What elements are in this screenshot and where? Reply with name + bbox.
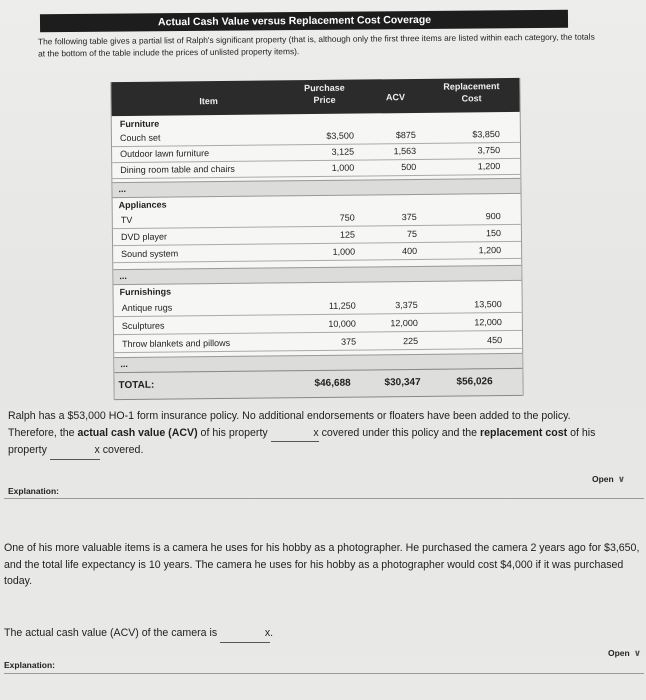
q1-text-3: covered under this policy and the <box>318 426 480 439</box>
question-2-prompt <box>4 625 604 643</box>
cell-acv: 1,563 <box>393 145 417 157</box>
table-row <box>114 333 522 353</box>
cell-acv: 500 <box>401 161 417 173</box>
cell-purchase: 375 <box>340 336 357 347</box>
ellipsis-row: ... <box>112 178 520 198</box>
cell-replacement: 12,000 <box>474 317 502 328</box>
cell-item: Sound system <box>121 248 179 260</box>
cell-acv: 75 <box>406 228 418 240</box>
cell-purchase: 11,250 <box>328 300 356 311</box>
total-replacement: $56,026 <box>456 376 493 388</box>
cell-purchase: 3,125 <box>331 146 355 157</box>
q1-text-5: covered. <box>99 444 144 456</box>
cell-replacement: 150 <box>485 228 502 239</box>
open-button-2[interactable] <box>608 648 641 659</box>
property-table <box>110 78 523 400</box>
header-acv: ACV <box>385 92 406 103</box>
cell-purchase: 125 <box>339 229 356 240</box>
q1-text-2: of his property <box>197 426 271 439</box>
ellipsis-row: ... <box>114 353 522 373</box>
table-header <box>111 78 519 116</box>
cell-item: DVD player <box>120 231 168 243</box>
cell-item: Throw blankets and pillows <box>122 337 231 350</box>
cell-acv: $875 <box>395 129 416 141</box>
cell-purchase: $3,500 <box>326 130 354 141</box>
explanation-label-1: Explanation: <box>8 486 60 496</box>
total-acv: $30,347 <box>384 376 421 389</box>
divider <box>4 498 644 499</box>
header-purchase-1: Purchase <box>304 82 345 94</box>
chevron-down-icon: ∨ <box>633 648 642 658</box>
q2-prompt-text: The actual cash value (ACV) of the camera is <box>4 627 218 639</box>
cell-purchase: 1,000 <box>331 162 355 173</box>
cell-purchase: 750 <box>339 212 355 223</box>
camera-acv-input[interactable] <box>220 625 270 643</box>
explanation-label-2: Explanation: <box>4 660 56 670</box>
cell-acv: 400 <box>402 245 418 257</box>
cell-item: TV <box>120 214 133 226</box>
acv-answer-mark: x <box>313 426 319 439</box>
q2-end: . <box>270 627 274 639</box>
total-purchase: $46,688 <box>314 377 351 390</box>
cell-acv: 375 <box>401 211 417 223</box>
cell-acv: 3,375 <box>395 299 418 311</box>
cell-item: Couch set <box>119 132 161 144</box>
cell-replacement: 3,750 <box>477 145 501 156</box>
cell-replacement: $3,850 <box>472 129 500 140</box>
cell-acv: 12,000 <box>390 317 418 329</box>
cell-item: Outdoor lawn furniture <box>120 148 210 160</box>
category-furnishings: Furnishings <box>119 286 172 298</box>
cell-item: Dining room table and chairs <box>120 163 235 176</box>
ellipsis-row: ... <box>113 265 521 285</box>
open-label: Open <box>592 474 614 484</box>
cell-replacement: 1,200 <box>478 245 502 256</box>
open-label: Open <box>608 648 630 658</box>
cell-purchase: 10,000 <box>328 318 356 329</box>
intro-text: The following table gives a partial list of Ralph's significant property (that is, although only the first three items are listed within each category, the totals at the bottom of the table include the prices of unlisted property items). <box>37 31 595 59</box>
open-button-1[interactable] <box>592 474 625 485</box>
question-2-text: One of his more valuable items is a camera he uses for his hobby as a photographer. He purchased the camera 2 years ago for $3,650, and the total life expectancy is 10 years. The camera he uses for his hobby as a photographer would cost $4,000 if it was purchased today. <box>4 542 640 587</box>
header-item: Item <box>199 96 218 107</box>
category-appliances: Appliances <box>118 199 167 211</box>
total-row <box>114 368 522 400</box>
total-label: TOTAL: <box>118 379 155 392</box>
replacement-answer-mark: x <box>94 444 100 456</box>
table-row <box>114 315 522 335</box>
cell-acv: 225 <box>402 335 419 347</box>
cell-replacement: 450 <box>486 335 503 346</box>
q1-text-4: of his property <box>8 426 596 456</box>
question-1 <box>8 408 620 460</box>
table-row <box>112 159 520 179</box>
category-furniture: Furniture <box>119 118 160 130</box>
camera-answer-mark: x <box>264 627 271 639</box>
header-replacement-1: Replacement <box>443 81 500 92</box>
divider <box>4 673 644 674</box>
cell-item: Antique rugs <box>121 302 173 314</box>
header-purchase-2: Price <box>313 94 336 106</box>
q1-bold-acv: actual cash value (ACV) <box>77 426 198 439</box>
replacement-coverage-dropdown[interactable] <box>50 442 100 460</box>
cell-replacement: 13,500 <box>474 299 502 310</box>
header-replacement-2: Cost <box>461 93 482 104</box>
acv-coverage-dropdown[interactable] <box>271 425 319 443</box>
cell-purchase: 1,000 <box>332 246 356 257</box>
cell-item: Sculptures <box>121 320 165 332</box>
cell-replacement: 1,200 <box>477 161 501 172</box>
q1-text-1: Ralph has a $53,000 HO-1 form insurance policy. No additional endorsements or floaters have been added to the policy. Therefore, the <box>8 410 571 439</box>
page-title: Actual Cash Value versus Replacement Cost Coverage <box>40 10 568 33</box>
q1-bold-replacement: replacement cost <box>479 426 568 439</box>
table-row <box>113 243 521 263</box>
table-row <box>114 297 522 317</box>
chevron-down-icon: ∨ <box>617 474 626 484</box>
cell-replacement: 900 <box>485 211 501 222</box>
